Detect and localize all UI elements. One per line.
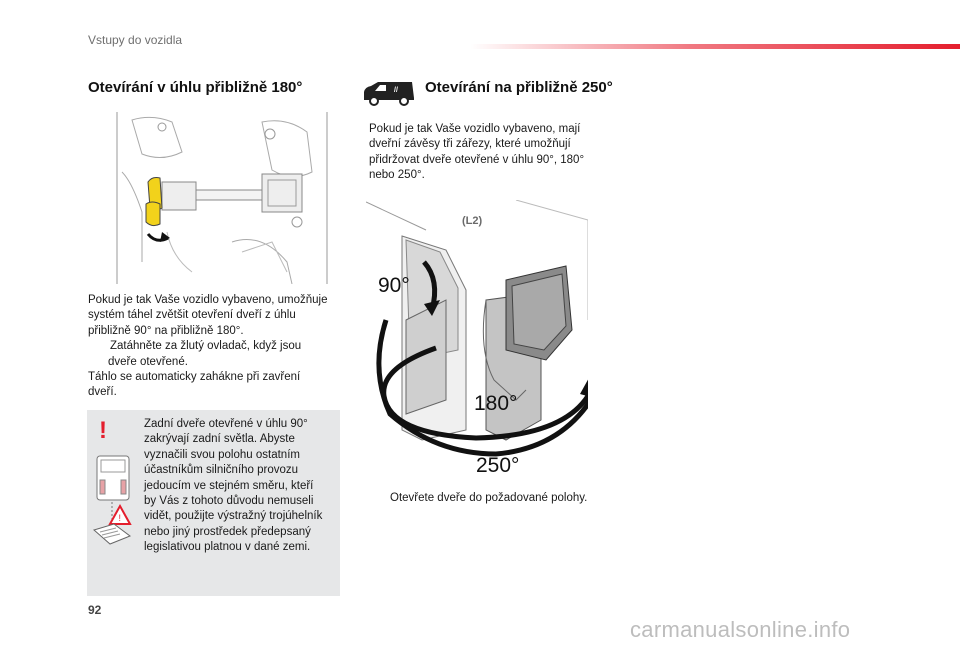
- left-bullet: Zatáhněte za žlutý ovladač, když jsou: [88, 339, 346, 354]
- door-strap-illustration: [112, 112, 332, 284]
- header-accent-bar: [470, 44, 960, 49]
- right-bullet: Otevřete dveře do požadované polohy.: [368, 491, 628, 506]
- warning-exclamation-icon: !: [99, 417, 107, 444]
- rear-doors-250-illustration: [366, 200, 588, 476]
- angle-250-label: 250°: [476, 454, 520, 476]
- watermark: carmanualsonline.info: [630, 617, 851, 642]
- section-title: Vstupy do vozidla: [88, 33, 183, 47]
- right-paragraph: Pokud je tak Vaše vozidlo vybaveno, mají dveřní závěsy tři zářezy, které umožňují přidržovat dveře otevřené v úhlu 90°, 180° nebo 250°.: [369, 123, 585, 182]
- left-heading: Otevírání v úhlu přibližně 180°: [88, 79, 303, 96]
- angle-180-label: 180°: [474, 392, 518, 415]
- svg-text://: //: [394, 87, 398, 94]
- right-heading: Otevírání na přibližně 250°: [425, 79, 613, 96]
- warning-triangle-and-manual-icon: [90, 450, 140, 555]
- left-paragraph: Pokud je tak Vaše vozidlo vybaveno, umožňuje systém táhel zvětšit otevření dveří z úhlu přibližně 90° na přibližně 180°. Zatáhněte za žlutý ovladač, když jsou dveře otevřené. Táhlo se automaticky zahákne při zavření dveří.: [88, 293, 346, 401]
- angle-90-label: 90°: [378, 274, 410, 297]
- bullet-marker-icon: [88, 339, 110, 354]
- fig-label-l2: (L2): [462, 215, 483, 227]
- warning-text: Zadní dveře otevřené v úhlu 90° zakrývají zadní světla. Abyste vyznačili svou polohu ostatním účastníkům silničního provozu jedoucím ve stejném směru, kteří by Vás z tohoto důvodu nemuseli vidět, použijte výstražný trojúhelník nebo jiný prostředek předepsaný legislativou platnou v dané zemi.: [144, 418, 323, 554]
- svg-text:!: !: [118, 513, 122, 523]
- page-number: 92: [88, 603, 102, 617]
- bullet-marker-icon: [368, 491, 390, 506]
- van-icon: [362, 80, 416, 106]
